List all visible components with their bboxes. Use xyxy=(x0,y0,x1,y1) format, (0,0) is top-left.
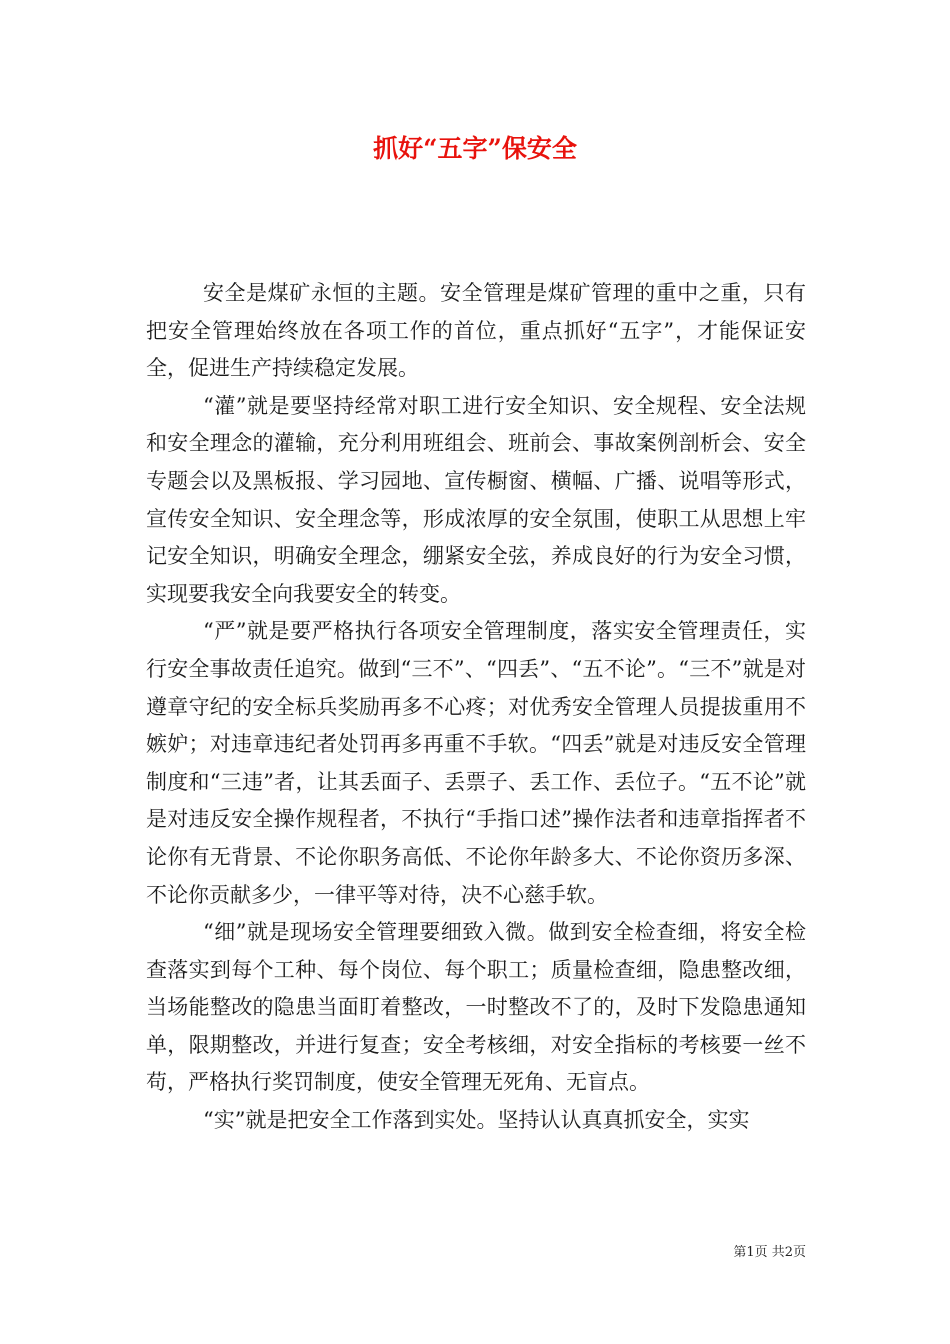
paragraph-shi: “实”就是把安全工作落到实处。坚持认认真真抓安全，实实 xyxy=(203,1108,750,1133)
page-number: 第1页 共2页 xyxy=(733,1245,806,1260)
paragraph-xi: “细”就是现场安全管理要细致入微。做到安全检查细，将安全检查落实到每个工种、每个岗位、每个职工；质量检查细，隐患整改细，当场能整改的隐患当面盯着整改，一时整改不了的，及时下发隐患通知单，限期整改，并进行复查；安全考核细，对安全指标的考核要一丝不苟，严格执行奖罚制度，使安全管理无死角、无盲点。 xyxy=(146,920,806,1095)
paragraph-yan: “严”就是要严格执行各项安全管理制度，落实安全管理责任，实行安全事故责任追究。做到“三不”、“四丢”、“五不论”。“三不”就是对遵章守纪的安全标兵奖励再多不心疼；对优秀安全管理人员提拔重用不嫉妒；对违章违纪者处罚再多再重不手软。“四丢”就是对违反安全管理制度和“三违”者，让其丢面子、丢票子、丢工作、丢位子。“五不论”就是对违反安全操作规程者，不执行“手指口述”操作法者和违章指挥者不论你有无背景、不论你职务高低、不论你年龄多大、不论你资历多深、不论你贡献多少，一律平等对待，决不心慈手软。 xyxy=(146,619,806,907)
paragraph-intro: 安全是煤矿永恒的主题。安全管理是煤矿管理的重中之重，只有把安全管理始终放在各项工作的首位，重点抓好“五字”，才能保证安全，促进生产持续稳定发展。 xyxy=(146,281,806,381)
page-title: 抓好“五字”保安全 xyxy=(373,134,577,163)
body-text xyxy=(146,275,806,1140)
paragraph-guan: “灌”就是要坚持经常对职工进行安全知识、安全规程、安全法规和安全理念的灌输，充分利用班组会、班前会、事故案例剖析会、安全专题会以及黑板报、学习园地、宣传橱窗、横幅、广播、说唱等形式，宣传安全知识、安全理念等，形成浓厚的安全氛围，使职工从思想上牢记安全知识，明确安全理念，绷紧安全弦，养成良好的行为安全习惯，实现要我安全向我要安全的转变。 xyxy=(146,393,806,606)
